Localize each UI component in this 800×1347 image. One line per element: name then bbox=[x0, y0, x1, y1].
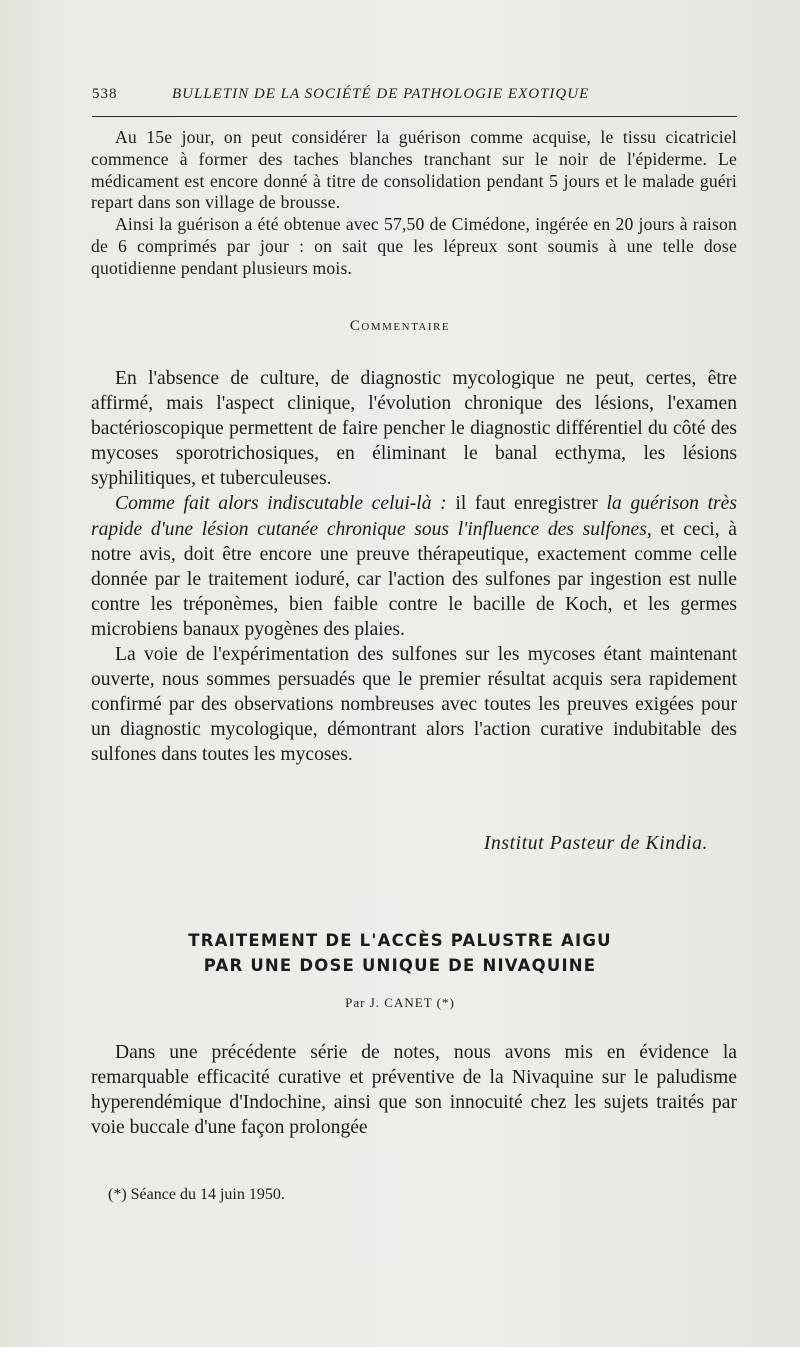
italic-phrase-2: la guérison très rapide d'une lésion cutanée chronique sous l'influence des sulfones bbox=[91, 493, 737, 540]
commentaire-text bbox=[91, 366, 737, 768]
commentaire-paragraph-3: La voie de l'expérimentation des sulfones sur les mycoses étant maintenant ouverte, nous sommes persuadés que le premier résultat acquis sera rapidement confirmé par des observations nombreuses avec toutes les preuves exigées pour un diagnostic mycologique, démontrant alors l'action curative indubitable des sulfones dans toutes les mycoses. bbox=[91, 644, 737, 766]
article-title bbox=[0, 928, 800, 978]
header-rule bbox=[92, 116, 737, 117]
intro-paragraph-1: Au 15e jour, on peut considérer la guérison comme acquise, le tissu cicatriciel commence à former des taches blanches tranchant sur le noir de l'épiderme. Le médicament est encore donné à titre de consolidation pendant 5 jours et le malade guéri repart dans son village de brousse. bbox=[91, 127, 737, 213]
footnote: (*) Séance du 14 juin 1950. bbox=[108, 1186, 285, 1203]
commentaire-paragraph-2 bbox=[91, 491, 737, 642]
signature-institution: Institut Pasteur de Kindia. bbox=[483, 833, 708, 854]
italic-phrase-1: Comme fait alors indiscutable celui-là : bbox=[115, 493, 447, 515]
plain-phrase-2: , et ceci, à notre avis, doit être encore une preuve thérapeutique, exactement comme celle donnée par le traitement ioduré, car l'action des sulfones par ingestion est nulle contre les tréponèmes, bien faible contre le bacille de Koch, et les germes microbiens banaux pyogènes des plaies. bbox=[91, 518, 737, 640]
page-number: 538 bbox=[92, 86, 118, 102]
article-title-line-1: TRAITEMENT DE L'ACCÈS PALUSTRE AIGU bbox=[188, 931, 612, 950]
journal-title: BULLETIN DE LA SOCIÉTÉ DE PATHOLOGIE EXOTIQUE bbox=[172, 86, 590, 102]
intro-paragraph-2: Ainsi la guérison a été obtenue avec 57,50 de Cimédone, ingérée en 20 jours à raison de 6 comprimés par jour : on sait que les lépreux sont soumis à une telle dose quotidienne pendant plusieurs mois. bbox=[91, 214, 737, 278]
article-author: Par J. CANET (*) bbox=[345, 995, 455, 1010]
article-title-line-2: PAR UNE DOSE UNIQUE DE NIVAQUINE bbox=[203, 956, 597, 975]
commentaire-paragraph-1: En l'absence de culture, de diagnostic mycologique ne peut, certes, être affirmé, mais l'aspect clinique, l'évolution chronique des lésions, l'examen bactérioscopique permettent de faire pencher le diagnostic différentiel du côté des mycoses sporotrichosiques, en éliminant le banal ecthyma, les lésions syphilitiques, et tuberculeuses. bbox=[91, 368, 737, 490]
article-paragraph-1: Dans une précédente série de notes, nous avons mis en évidence la remarquable efficacité curative et préventive de la Nivaquine sur le paludisme hyperendémique d'Indochine, ainsi que son innocuité chez les sujets traités par voie buccale d'une façon prolongée bbox=[91, 1042, 737, 1139]
article-body bbox=[91, 1040, 737, 1140]
section-heading: Commentaire bbox=[349, 318, 451, 334]
intro-text bbox=[91, 127, 737, 280]
plain-phrase-1: il faut enregistrer bbox=[446, 493, 607, 515]
